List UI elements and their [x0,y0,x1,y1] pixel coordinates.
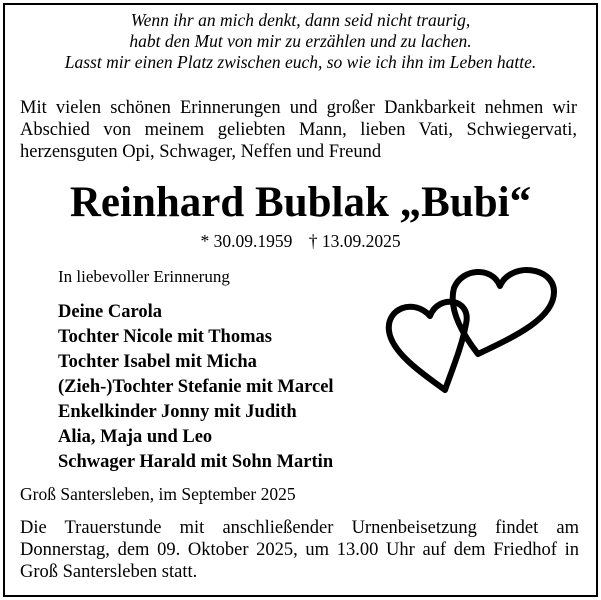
mourner-entry: Alia, Maja und Leo [58,427,213,447]
memory-label: In liebevoller Erinnerung [58,267,230,286]
poem [0,10,601,73]
mourner-entry: Deine Carola [58,302,162,322]
poem-line: habt den Mut von mir zu erzählen und zu lachen. [129,31,472,51]
birth-date: * 30.09.1959 [200,231,293,251]
mourner-entry: Tochter Isabel mit Micha [58,352,257,372]
place-date: Groß Santersleben, im September 2025 [20,484,296,504]
poem-line: Wenn ihr an mich denkt, dann seid nicht traurig, [130,10,471,30]
mourner-entry: Tochter Nicole mit Thomas [58,327,272,347]
intro-text: Mit vielen schönen Erinnerungen und großer Dankbarkeit nehmen wir Abschied von meinem geliebten Mann, lieben Vati, Schwiegervati, herzensguten Opi, Schwager, Neffen und Freund [20,98,577,162]
poem-line: Lasst mir einen Platz zwischen euch, so wie ich ihn im Leben hatte. [64,52,537,72]
mourners-list [58,300,334,475]
life-dates [0,230,601,252]
ceremony-text: Die Trauerstunde mit anschließender Urnenbeisetzung findet am Donnerstag, dem 09. Oktober 2025, um 13.00 Uhr auf dem Friedhof in Groß Santersleben statt. [20,518,579,582]
mourner-entry: (Zieh-)Tochter Stefanie mit Marcel [58,377,334,397]
mourner-entry: Enkelkinder Jonny mit Judith [58,402,297,422]
deceased-name: Reinhard Bublak „Bubi“ [69,179,532,226]
death-date: † 13.09.2025 [308,231,401,251]
two-hearts-icon [382,258,560,393]
mourner-entry: Schwager Harald mit Sohn Martin [58,452,334,472]
